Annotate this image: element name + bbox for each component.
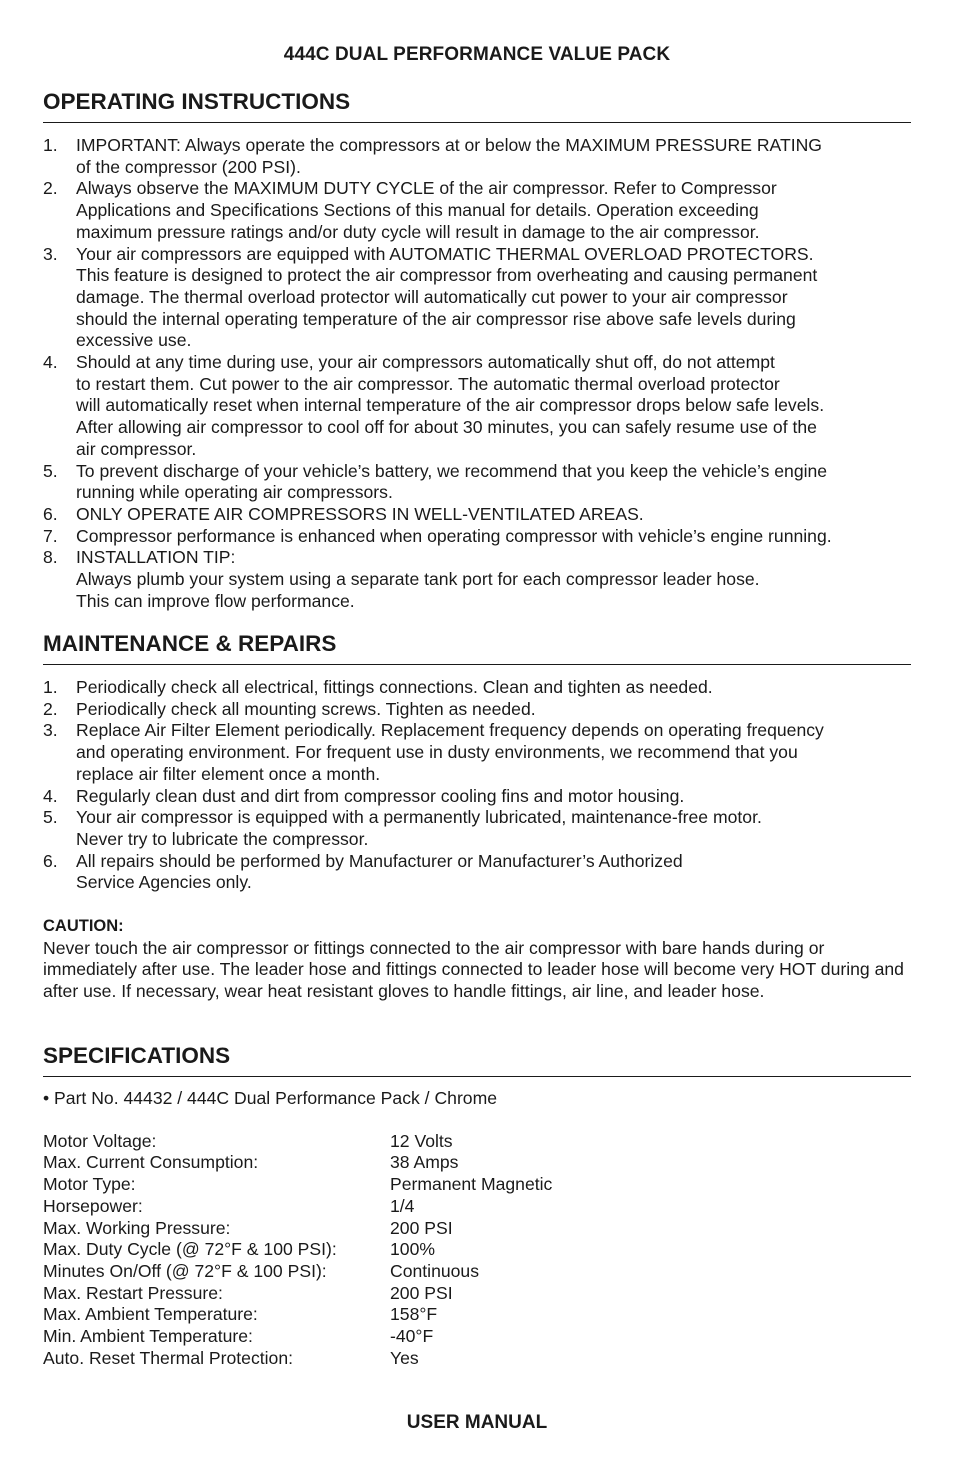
spec-value: Yes: [390, 1347, 419, 1368]
part-number: • Part No. 44432 / 444C Dual Performance Pack / Chrome: [43, 1088, 498, 1108]
list-item-number: 7.: [43, 525, 58, 546]
list-item: [43, 244, 911, 353]
list-item-text: To prevent discharge of your vehicle’s battery, we recommend that you keep the vehicle’s engine running while operating air compressors.: [76, 460, 828, 503]
list-item: [43, 677, 911, 699]
operating-instructions-list: [43, 135, 911, 612]
list-item: [43, 699, 911, 721]
spec-row: [43, 1326, 552, 1348]
list-item-number: 2.: [43, 698, 58, 719]
footer-label: USER MANUAL: [406, 1412, 548, 1433]
spec-row: [43, 1196, 552, 1218]
list-item-number: 8.: [43, 547, 58, 568]
list-item-text: Your air compressors are equipped with AUTOMATIC THERMAL OVERLOAD PROTECTORS. This feature is designed to protect the air compressor from overheating and causing permanent damage. The thermal overload protector will automatically cut power to your air compressor should the internal operating temperature of the air compressor rise above safe levels during excessive use.: [76, 243, 818, 351]
spec-label: Max. Current Consumption:: [43, 1152, 259, 1173]
spec-value: 200 PSI: [390, 1217, 453, 1238]
specifications-section: [43, 1042, 911, 1369]
spec-label: Max. Duty Cycle (@ 72°F & 100 PSI):: [43, 1239, 337, 1260]
spec-row: [43, 1174, 552, 1196]
list-item-text: Compressor performance is enhanced when operating compressor with vehicle’s engine running.: [76, 525, 832, 546]
list-item-number: 6.: [43, 503, 58, 524]
list-item-number: 3.: [43, 720, 58, 741]
list-item-text: Periodically check all mounting screws. Tighten as needed.: [76, 698, 536, 719]
maintenance-section: [43, 630, 911, 894]
caution-block: [43, 916, 911, 1003]
spec-value: 1/4: [390, 1195, 415, 1216]
list-item: [43, 807, 911, 850]
list-item-text: Periodically check all electrical, fittings connections. Clean and tighten as needed.: [76, 677, 713, 697]
list-item-text: Should at any time during use, your air compressors automatically shut off, do not attempt to restart them. Cut power to the air compressor. The automatic thermal overload protector will automatically reset when internal temperature of the air compressor drops below safe levels. After allowing air compressor to cool off for about 30 minutes, you can safely resume use of the air compressor.: [76, 352, 825, 459]
list-item: [43, 461, 911, 504]
spec-row: [43, 1261, 552, 1283]
caution-text: Never touch the air compressor or fittings connected to the air compressor with bare hands during or immediately after use. The leader hose and fittings connected to leader hose will become very HOT during and after use. If necessary, wear heat resistant gloves to handle fittings, air line, and leader hose.: [43, 937, 904, 1002]
list-item: [43, 135, 911, 178]
list-item: [43, 526, 911, 548]
spec-row: [43, 1131, 552, 1153]
spec-label: Max. Restart Pressure:: [43, 1282, 223, 1303]
list-item-number: 5.: [43, 460, 58, 481]
spec-value: -40°F: [390, 1326, 434, 1347]
list-item-text: Always observe the MAXIMUM DUTY CYCLE of the air compressor. Refer to Compressor Applications and Specifications Sections of this manual for details. Operation exceeding maximum pressure ratings and/or duty cycle will result in damage to the air compressor.: [76, 178, 777, 242]
document-title: 444C DUAL PERFORMANCE VALUE PACK: [283, 44, 671, 65]
spec-row: [43, 1239, 552, 1261]
operating-instructions-heading: OPERATING INSTRUCTIONS: [43, 88, 911, 123]
list-item-number: 5.: [43, 807, 58, 828]
spec-label: Auto. Reset Thermal Protection:: [43, 1347, 294, 1368]
spec-label: Max. Ambient Temperature:: [43, 1304, 258, 1325]
list-item-number: 4.: [43, 352, 58, 373]
spec-row: [43, 1283, 552, 1305]
spec-label: Horsepower:: [43, 1195, 143, 1216]
list-item-text: INSTALLATION TIP: Always plumb your system using a separate tank port for each compressor leader hose. This can improve flow performance.: [76, 547, 760, 611]
spec-value: Permanent Magnetic: [390, 1174, 553, 1195]
list-item-text: Regularly clean dust and dirt from compressor cooling fins and motor housing.: [76, 785, 685, 806]
spec-label: Minutes On/Off (@ 72°F & 100 PSI):: [43, 1260, 327, 1281]
spec-label: Motor Type:: [43, 1174, 136, 1195]
spec-row: [43, 1218, 552, 1240]
operating-instructions-section: [43, 88, 911, 612]
list-item-text: Your air compressor is equipped with a permanently lubricated, maintenance-free motor. Never try to lubricate the compressor.: [76, 807, 762, 849]
list-item-number: 1.: [43, 135, 58, 155]
list-item-text: Replace Air Filter Element periodically. Replacement frequency depends on operating frequency and operating environment. For frequent use in dusty environments, we recommend that you replace air filter element once a month.: [76, 720, 824, 784]
spec-label: Motor Voltage:: [43, 1130, 157, 1151]
list-item: [43, 352, 911, 461]
list-item: [43, 178, 911, 243]
list-item-number: 1.: [43, 677, 58, 697]
list-item-text: ONLY OPERATE AIR COMPRESSORS IN WELL-VENTILATED AREAS.: [76, 503, 644, 524]
spec-row: [43, 1348, 552, 1370]
maintenance-heading: MAINTENANCE & REPAIRS: [43, 630, 911, 665]
list-item-text: All repairs should be performed by Manufacturer or Manufacturer’s Authorized Service Agencies only.: [76, 850, 683, 893]
spec-label: Min. Ambient Temperature:: [43, 1326, 253, 1347]
list-item-number: 2.: [43, 178, 58, 199]
list-item: [43, 786, 911, 808]
spec-label: Max. Working Pressure:: [43, 1217, 231, 1238]
list-item: [43, 720, 911, 785]
list-item: [43, 851, 911, 894]
list-item-text: IMPORTANT: Always operate the compressors at or below the MAXIMUM PRESSURE RATING of the compressor (200 PSI).: [76, 135, 822, 177]
list-item-number: 6.: [43, 850, 58, 871]
spec-value: 158°F: [390, 1304, 438, 1325]
maintenance-list: [43, 677, 911, 894]
specifications-heading: SPECIFICATIONS: [43, 1042, 911, 1077]
list-item: [43, 504, 911, 526]
specifications-table: [43, 1131, 552, 1370]
spec-value: 200 PSI: [390, 1282, 453, 1303]
caution-label: CAUTION:: [43, 917, 124, 935]
list-item-number: 3.: [43, 243, 58, 264]
list-item: [43, 547, 911, 612]
list-item-number: 4.: [43, 785, 58, 806]
spec-value: 38 Amps: [390, 1152, 459, 1173]
spec-value: 100%: [390, 1239, 435, 1260]
spec-value: 12 Volts: [390, 1130, 453, 1151]
spec-row: [43, 1152, 552, 1174]
spec-value: Continuous: [390, 1260, 480, 1281]
spec-row: [43, 1304, 552, 1326]
